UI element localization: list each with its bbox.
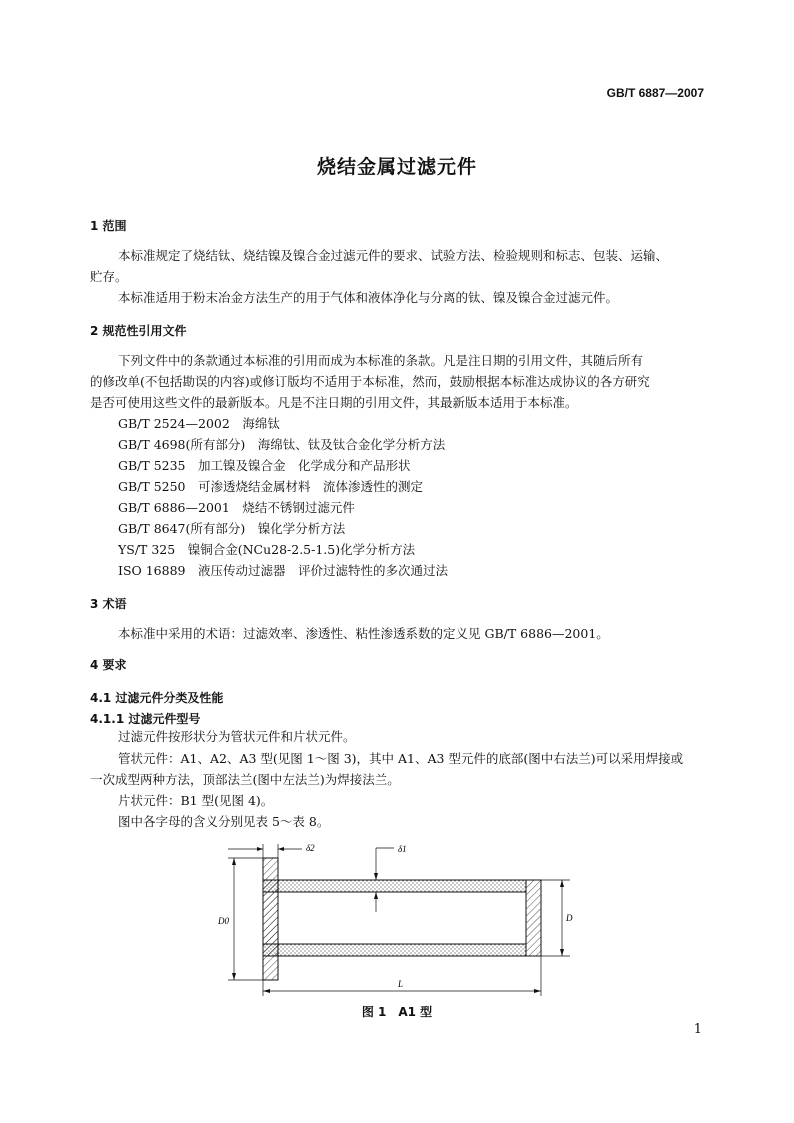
section-4-paragraph-2b: 一次成型两种方法，顶部法兰(图中左法兰)为焊接法兰。 (90, 772, 400, 787)
section-4-paragraph-1: 过滤元件按形状分为管状元件和片状元件。 (118, 729, 356, 744)
figure-a1-diagram (210, 836, 590, 1001)
reference-item: GB/T 4698(所有部分) 海绵钛、钛及钛合金化学分析方法 (118, 437, 446, 452)
section-2-paragraph-1b: 的修改单(不包括勘误的内容)或修订版均不适用于本标准，然而，鼓励根据本标准达成协议的各方研究 (90, 374, 650, 389)
section-4-heading: 4 要求 (90, 658, 127, 672)
page-number: 1 (693, 1022, 702, 1037)
reference-item: GB/T 5235 加工镍及镍合金 化学成分和产品形状 (118, 458, 411, 473)
dim-delta1-label: δ1 (398, 844, 407, 854)
tube-bottom-wall (263, 944, 526, 956)
section-1-paragraph-2: 本标准适用于粉末冶金方法生产的用于气体和液体净化与分离的钛、镍及镍合金过滤元件。 (118, 290, 619, 305)
section-1-paragraph-1b: 贮存。 (90, 269, 128, 284)
dim-D0-label: D0 (218, 916, 229, 926)
reference-item: GB/T 6886—2001 烧结不锈钢过滤元件 (118, 500, 355, 515)
figure-caption: 图 1 A1 型 (361, 1005, 433, 1019)
section-4-1-heading: 4.1 过滤元件分类及性能 (90, 691, 224, 705)
section-4-paragraph-3: 片状元件：B1 型(见图 4)。 (118, 793, 274, 808)
section-2-paragraph-1c: 是否可使用这些文件的最新版本。凡是不注日期的引用文件，其最新版本适用于本标准。 (90, 395, 578, 410)
section-1-heading: 1 范围 (90, 219, 127, 233)
section-4-paragraph-4: 图中各字母的含义分别见表 5～表 8。 (118, 814, 330, 829)
section-4-1-1-heading: 4.1.1 过滤元件型号 (90, 712, 201, 726)
section-1-paragraph-1a: 本标准规定了烧结钛、烧结镍及镍合金过滤元件的要求、试验方法、检验规则和标志、包装、运输、 (118, 248, 669, 263)
tube-top-wall (263, 880, 526, 892)
reference-item: GB/T 2524—2002 海绵钛 (118, 416, 280, 431)
reference-item: GB/T 8647(所有部分) 镍化学分析方法 (118, 521, 346, 536)
reference-item: YS/T 325 镍铜合金(NCu28-2.5-1.5)化学分析方法 (118, 542, 416, 557)
reference-item: ISO 16889 液压传动过滤器 评价过滤特性的多次通过法 (118, 563, 448, 578)
reference-item: GB/T 5250 可渗透烧结金属材料 流体渗透性的测定 (118, 479, 424, 494)
section-4-paragraph-2a: 管状元件：A1、A2、A3 型(见图 1～图 3)，其中 A1、A3 型元件的底部(图中右法兰)可以采用焊接或 (118, 751, 684, 766)
standard-code: GB/T 6887—2007 (606, 86, 704, 100)
right-flange (526, 880, 541, 956)
section-2-paragraph-1a: 下列文件中的条款通过本标准的引用而成为本标准的条款。凡是注日期的引用文件，其随后所有 (118, 353, 644, 368)
section-3-paragraph: 本标准中采用的术语：过滤效率、渗透性、粘性渗透系数的定义见 GB/T 6886—2001。 (118, 626, 609, 641)
dim-L-label: L (398, 979, 404, 989)
dim-D-label: D (566, 913, 573, 923)
section-2-heading: 2 规范性引用文件 (90, 324, 187, 338)
section-3-heading: 3 术语 (90, 597, 127, 611)
dim-delta2-label: δ2 (306, 843, 315, 853)
page-title: 烧结金属过滤元件 (316, 156, 477, 178)
